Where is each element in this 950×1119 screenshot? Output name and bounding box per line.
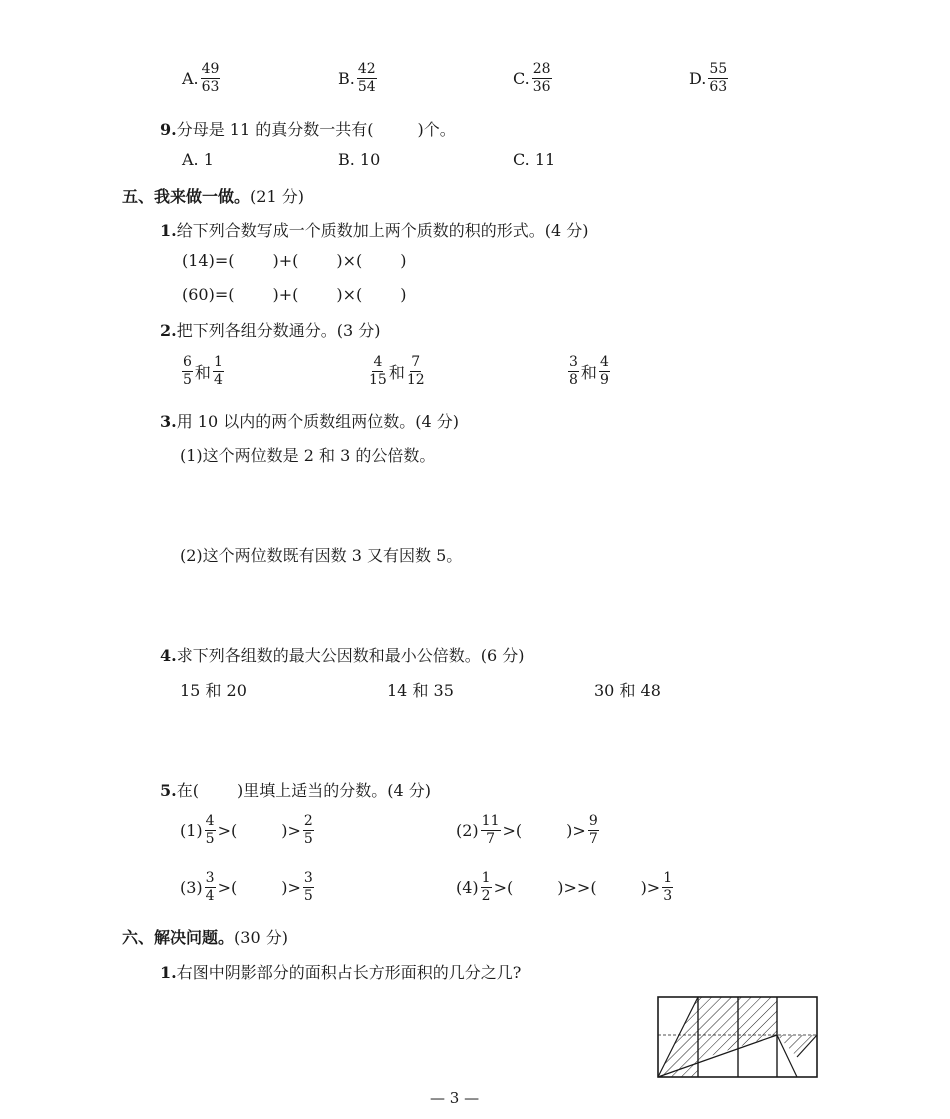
q9-option-c: C. 11 — [513, 150, 556, 169]
fraction: $\frac{4}{5}$ — [205, 813, 215, 847]
fraction: $\frac{9}{7}$ — [588, 813, 598, 847]
fraction: $\frac{55}{63}$ — [709, 61, 728, 95]
page-number: — 3 — — [430, 1089, 480, 1107]
s6-q1-stem: 1.右图中阴影部分的面积占长方形面积的几分之几? — [160, 963, 522, 982]
q9-option-b: B. 10 — [338, 150, 381, 169]
fraction: $\frac{1}{4}$ — [213, 354, 223, 388]
s5-q2-pair-3: $\frac{3}{8}$ 和 $\frac{4}{9}$ — [569, 354, 609, 388]
s5-q5-item-4: (4) $\frac{1}{2}$ >( )> >( )> $\frac{1}{3}$ — [456, 870, 673, 904]
s5-q3-sub2: (2)这个两位数既有因数 3 又有因数 5。 — [180, 546, 463, 565]
s5-q3-stem: 3.用 10 以内的两个质数组两位数。(4 分) — [160, 412, 459, 431]
s5-q5-item-1: (1) $\frac{4}{5}$ >( )> $\frac{2}{5}$ — [180, 813, 313, 847]
fraction: $\frac{1}{2}$ — [481, 870, 491, 904]
fraction: $\frac{2}{5}$ — [303, 813, 313, 847]
q8-option-c: C. $\frac{28}{36}$ — [513, 61, 551, 95]
s5-q5-stem: 5.在( )里填上适当的分数。(4 分) — [160, 781, 431, 800]
q9-stem: 9.分母是 11 的真分数一共有( )个。 — [160, 120, 456, 139]
shaded-rectangle-figure — [655, 994, 820, 1080]
fraction: $\frac{3}{4}$ — [205, 870, 215, 904]
s5-q2-pair-2: $\frac{4}{15}$ 和 $\frac{7}{12}$ — [369, 354, 425, 388]
s5-q1-line-1: (14)=( )+( )×( ) — [182, 251, 407, 270]
s5-q4-group-2: 14 和 35 — [387, 681, 454, 700]
s5-q5-item-3: (3) $\frac{3}{4}$ >( )> $\frac{3}{5}$ — [180, 870, 313, 904]
fraction: $\frac{3}{5}$ — [303, 870, 313, 904]
section6-heading: 六、解决问题。(30 分) — [122, 928, 288, 947]
q9-option-a: A. 1 — [182, 150, 214, 169]
fraction: $\frac{1}{3}$ — [663, 870, 673, 904]
q8-option-b: B. $\frac{42}{54}$ — [338, 61, 376, 95]
s5-q5-item-2: (2) $\frac{11}{7}$ >( )> $\frac{9}{7}$ — [456, 813, 598, 847]
s5-q1-stem: 1.给下列合数写成一个质数加上两个质数的积的形式。(4 分) — [160, 221, 589, 240]
fraction: $\frac{42}{54}$ — [357, 61, 376, 95]
fraction: $\frac{4}{9}$ — [599, 354, 609, 388]
fraction: $\frac{49}{63}$ — [201, 61, 220, 95]
q8-option-a: A. $\frac{49}{63}$ — [182, 61, 220, 95]
fraction: $\frac{11}{7}$ — [481, 813, 500, 847]
s5-q1-line-2: (60)=( )+( )×( ) — [182, 285, 407, 304]
fraction: $\frac{28}{36}$ — [532, 61, 551, 95]
fraction: $\frac{4}{15}$ — [369, 354, 387, 388]
section5-heading: 五、我来做一做。(21 分) — [122, 187, 304, 206]
fraction: $\frac{3}{8}$ — [569, 354, 578, 388]
q8-option-d: D. $\frac{55}{63}$ — [689, 61, 728, 95]
s5-q4-group-1: 15 和 20 — [180, 681, 247, 700]
s5-q3-sub1: (1)这个两位数是 2 和 3 的公倍数。 — [180, 446, 436, 465]
s5-q4-group-3: 30 和 48 — [594, 681, 661, 700]
s5-q2-stem: 2.把下列各组分数通分。(3 分) — [160, 321, 381, 340]
fraction: $\frac{7}{12}$ — [406, 354, 425, 388]
s5-q4-stem: 4.求下列各组数的最大公因数和最小公倍数。(6 分) — [160, 646, 525, 665]
fraction: $\frac{6}{5}$ — [183, 354, 192, 388]
s5-q2-pair-1: $\frac{6}{5}$ 和 $\frac{1}{4}$ — [183, 354, 223, 388]
